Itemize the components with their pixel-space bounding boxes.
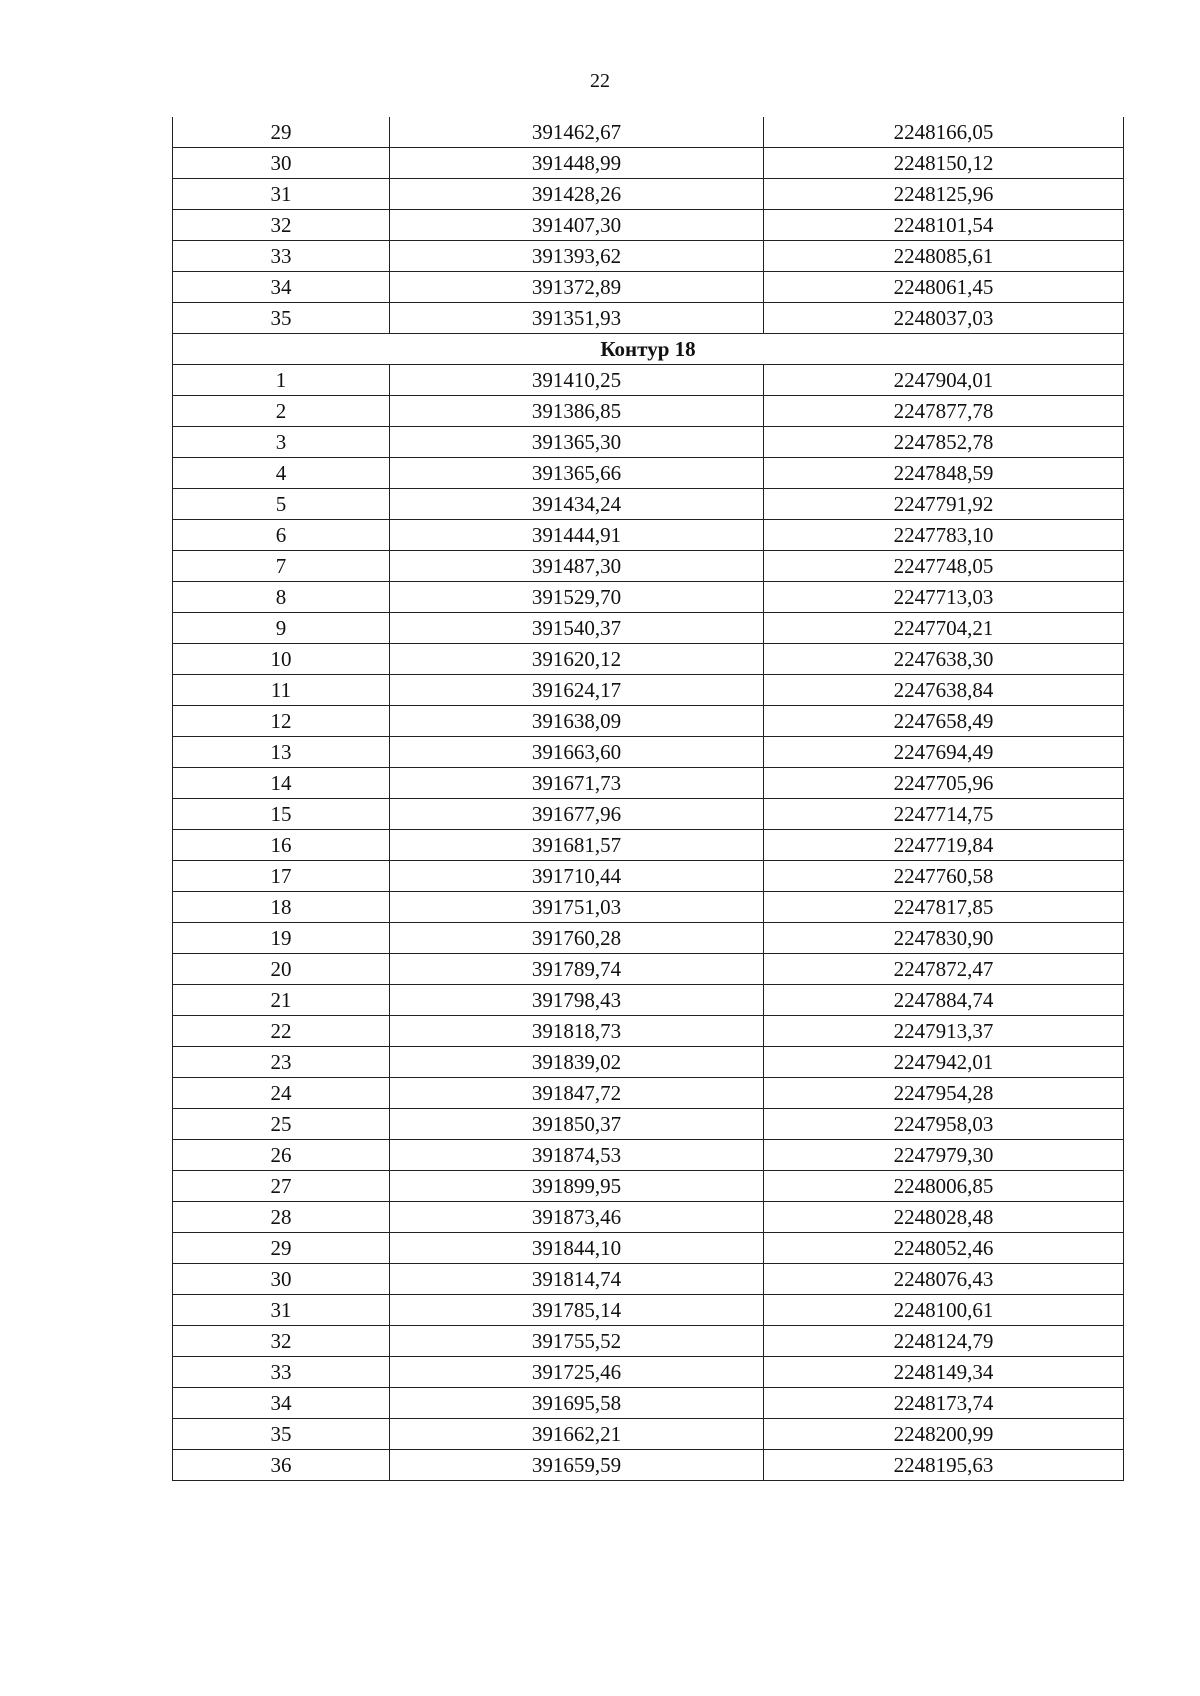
x-coordinate-cell: 391462,67 [390, 117, 764, 148]
table-row [173, 1202, 1124, 1233]
point-number-cell: 10 [173, 644, 390, 675]
y-coordinate-cell: 2247748,05 [764, 551, 1124, 582]
point-number-cell: 35 [173, 1419, 390, 1450]
table-row [173, 1047, 1124, 1078]
table-row [173, 892, 1124, 923]
table-row [173, 675, 1124, 706]
table-row [173, 1388, 1124, 1419]
x-coordinate-cell: 391677,96 [390, 799, 764, 830]
y-coordinate-cell: 2248166,05 [764, 117, 1124, 148]
table-row [173, 985, 1124, 1016]
point-number-cell: 7 [173, 551, 390, 582]
page-number: 22 [590, 70, 610, 92]
y-coordinate-cell: 2248061,45 [764, 272, 1124, 303]
x-coordinate-cell: 391710,44 [390, 861, 764, 892]
point-number-cell: 15 [173, 799, 390, 830]
x-coordinate-cell: 391540,37 [390, 613, 764, 644]
y-coordinate-cell: 2247830,90 [764, 923, 1124, 954]
table-row [173, 520, 1124, 551]
x-coordinate-cell: 391789,74 [390, 954, 764, 985]
x-coordinate-cell: 391428,26 [390, 179, 764, 210]
y-coordinate-cell: 2247638,30 [764, 644, 1124, 675]
y-coordinate-cell: 2248028,48 [764, 1202, 1124, 1233]
y-coordinate-cell: 2247719,84 [764, 830, 1124, 861]
point-number-cell: 34 [173, 1388, 390, 1419]
point-number-cell: 16 [173, 830, 390, 861]
x-coordinate-cell: 391850,37 [390, 1109, 764, 1140]
point-number-cell: 11 [173, 675, 390, 706]
y-coordinate-cell: 2247817,85 [764, 892, 1124, 923]
y-coordinate-cell: 2247954,28 [764, 1078, 1124, 1109]
table-row [173, 210, 1124, 241]
table-row [173, 1233, 1124, 1264]
x-coordinate-cell: 391725,46 [390, 1357, 764, 1388]
y-coordinate-cell: 2247714,75 [764, 799, 1124, 830]
x-coordinate-cell: 391899,95 [390, 1171, 764, 1202]
x-coordinate-cell: 391638,09 [390, 706, 764, 737]
x-coordinate-cell: 391844,10 [390, 1233, 764, 1264]
y-coordinate-cell: 2247884,74 [764, 985, 1124, 1016]
point-number-cell: 28 [173, 1202, 390, 1233]
y-coordinate-cell: 2247638,84 [764, 675, 1124, 706]
table-row [173, 954, 1124, 985]
point-number-cell: 13 [173, 737, 390, 768]
x-coordinate-cell: 391662,21 [390, 1419, 764, 1450]
x-coordinate-cell: 391365,66 [390, 458, 764, 489]
point-number-cell: 2 [173, 396, 390, 427]
y-coordinate-cell: 2247877,78 [764, 396, 1124, 427]
x-coordinate-cell: 391760,28 [390, 923, 764, 954]
x-coordinate-cell: 391448,99 [390, 148, 764, 179]
y-coordinate-cell: 2248085,61 [764, 241, 1124, 272]
table-row [173, 1140, 1124, 1171]
x-coordinate-cell: 391393,62 [390, 241, 764, 272]
x-coordinate-cell: 391434,24 [390, 489, 764, 520]
table-row [173, 117, 1124, 148]
table-row [173, 582, 1124, 613]
point-number-cell: 23 [173, 1047, 390, 1078]
table-row [173, 241, 1124, 272]
table-row [173, 365, 1124, 396]
point-number-cell: 32 [173, 1326, 390, 1357]
x-coordinate-cell: 391624,17 [390, 675, 764, 706]
x-coordinate-cell: 391874,53 [390, 1140, 764, 1171]
x-coordinate-cell: 391847,72 [390, 1078, 764, 1109]
x-coordinate-cell: 391444,91 [390, 520, 764, 551]
table-row [173, 861, 1124, 892]
y-coordinate-cell: 2247942,01 [764, 1047, 1124, 1078]
point-number-cell: 33 [173, 241, 390, 272]
y-coordinate-cell: 2248195,63 [764, 1450, 1124, 1481]
point-number-cell: 34 [173, 272, 390, 303]
y-coordinate-cell: 2247658,49 [764, 706, 1124, 737]
y-coordinate-cell: 2247904,01 [764, 365, 1124, 396]
table-row [173, 768, 1124, 799]
point-number-cell: 21 [173, 985, 390, 1016]
point-number-cell: 30 [173, 148, 390, 179]
table-row [173, 458, 1124, 489]
table-row [173, 303, 1124, 334]
y-coordinate-cell: 2248173,74 [764, 1388, 1124, 1419]
x-coordinate-cell: 391671,73 [390, 768, 764, 799]
y-coordinate-cell: 2248149,34 [764, 1357, 1124, 1388]
table-row [173, 830, 1124, 861]
point-number-cell: 24 [173, 1078, 390, 1109]
point-number-cell: 8 [173, 582, 390, 613]
y-coordinate-cell: 2248125,96 [764, 179, 1124, 210]
x-coordinate-cell: 391751,03 [390, 892, 764, 923]
y-coordinate-cell: 2247705,96 [764, 768, 1124, 799]
x-coordinate-cell: 391365,30 [390, 427, 764, 458]
x-coordinate-cell: 391620,12 [390, 644, 764, 675]
table-row [173, 1419, 1124, 1450]
table-row [173, 613, 1124, 644]
y-coordinate-cell: 2248150,12 [764, 148, 1124, 179]
point-number-cell: 31 [173, 179, 390, 210]
y-coordinate-cell: 2248052,46 [764, 1233, 1124, 1264]
point-number-cell: 33 [173, 1357, 390, 1388]
point-number-cell: 30 [173, 1264, 390, 1295]
y-coordinate-cell: 2247913,37 [764, 1016, 1124, 1047]
table-row [173, 1171, 1124, 1202]
point-number-cell: 17 [173, 861, 390, 892]
table-row [173, 1016, 1124, 1047]
y-coordinate-cell: 2247979,30 [764, 1140, 1124, 1171]
point-number-cell: 22 [173, 1016, 390, 1047]
x-coordinate-cell: 391818,73 [390, 1016, 764, 1047]
point-number-cell: 9 [173, 613, 390, 644]
x-coordinate-cell: 391529,70 [390, 582, 764, 613]
x-coordinate-cell: 391372,89 [390, 272, 764, 303]
table-row [173, 1326, 1124, 1357]
y-coordinate-cell: 2247872,47 [764, 954, 1124, 985]
y-coordinate-cell: 2247713,03 [764, 582, 1124, 613]
y-coordinate-cell: 2247694,49 [764, 737, 1124, 768]
table-row [173, 799, 1124, 830]
point-number-cell: 12 [173, 706, 390, 737]
table-row [173, 148, 1124, 179]
x-coordinate-cell: 391814,74 [390, 1264, 764, 1295]
point-number-cell: 4 [173, 458, 390, 489]
y-coordinate-cell: 2247783,10 [764, 520, 1124, 551]
y-coordinate-cell: 2247958,03 [764, 1109, 1124, 1140]
y-coordinate-cell: 2248200,99 [764, 1419, 1124, 1450]
table-row [173, 644, 1124, 675]
point-number-cell: 19 [173, 923, 390, 954]
table-row [173, 179, 1124, 210]
y-coordinate-cell: 2247852,78 [764, 427, 1124, 458]
y-coordinate-cell: 2247848,59 [764, 458, 1124, 489]
table-row [173, 1295, 1124, 1326]
y-coordinate-cell: 2247760,58 [764, 861, 1124, 892]
point-number-cell: 26 [173, 1140, 390, 1171]
point-number-cell: 31 [173, 1295, 390, 1326]
x-coordinate-cell: 391407,30 [390, 210, 764, 241]
y-coordinate-cell: 2248006,85 [764, 1171, 1124, 1202]
point-number-cell: 1 [173, 365, 390, 396]
table-row [173, 1357, 1124, 1388]
table-row [173, 923, 1124, 954]
table-row [173, 1264, 1124, 1295]
table-row [173, 489, 1124, 520]
x-coordinate-cell: 391798,43 [390, 985, 764, 1016]
x-coordinate-cell: 391695,58 [390, 1388, 764, 1419]
table-row [173, 1450, 1124, 1481]
x-coordinate-cell: 391873,46 [390, 1202, 764, 1233]
y-coordinate-cell: 2248124,79 [764, 1326, 1124, 1357]
point-number-cell: 36 [173, 1450, 390, 1481]
point-number-cell: 35 [173, 303, 390, 334]
x-coordinate-cell: 391839,02 [390, 1047, 764, 1078]
contour-title: Контур 18 [173, 334, 1124, 365]
x-coordinate-cell: 391681,57 [390, 830, 764, 861]
x-coordinate-cell: 391663,60 [390, 737, 764, 768]
point-number-cell: 29 [173, 117, 390, 148]
point-number-cell: 29 [173, 1233, 390, 1264]
x-coordinate-cell: 391410,25 [390, 365, 764, 396]
contour-header-row [173, 334, 1124, 365]
y-coordinate-cell: 2247704,21 [764, 613, 1124, 644]
point-number-cell: 5 [173, 489, 390, 520]
y-coordinate-cell: 2248076,43 [764, 1264, 1124, 1295]
point-number-cell: 27 [173, 1171, 390, 1202]
table-row [173, 551, 1124, 582]
coordinates-table [172, 117, 1124, 1481]
y-coordinate-cell: 2247791,92 [764, 489, 1124, 520]
point-number-cell: 6 [173, 520, 390, 551]
y-coordinate-cell: 2248037,03 [764, 303, 1124, 334]
table-row [173, 427, 1124, 458]
y-coordinate-cell: 2248101,54 [764, 210, 1124, 241]
x-coordinate-cell: 391755,52 [390, 1326, 764, 1357]
table-row [173, 396, 1124, 427]
point-number-cell: 14 [173, 768, 390, 799]
point-number-cell: 32 [173, 210, 390, 241]
x-coordinate-cell: 391351,93 [390, 303, 764, 334]
table-row [173, 272, 1124, 303]
coordinates-table-body [173, 117, 1124, 1481]
point-number-cell: 18 [173, 892, 390, 923]
x-coordinate-cell: 391659,59 [390, 1450, 764, 1481]
y-coordinate-cell: 2248100,61 [764, 1295, 1124, 1326]
point-number-cell: 3 [173, 427, 390, 458]
point-number-cell: 25 [173, 1109, 390, 1140]
table-row [173, 1078, 1124, 1109]
x-coordinate-cell: 391785,14 [390, 1295, 764, 1326]
point-number-cell: 20 [173, 954, 390, 985]
table-row [173, 706, 1124, 737]
x-coordinate-cell: 391386,85 [390, 396, 764, 427]
table-row [173, 1109, 1124, 1140]
x-coordinate-cell: 391487,30 [390, 551, 764, 582]
table-row [173, 737, 1124, 768]
